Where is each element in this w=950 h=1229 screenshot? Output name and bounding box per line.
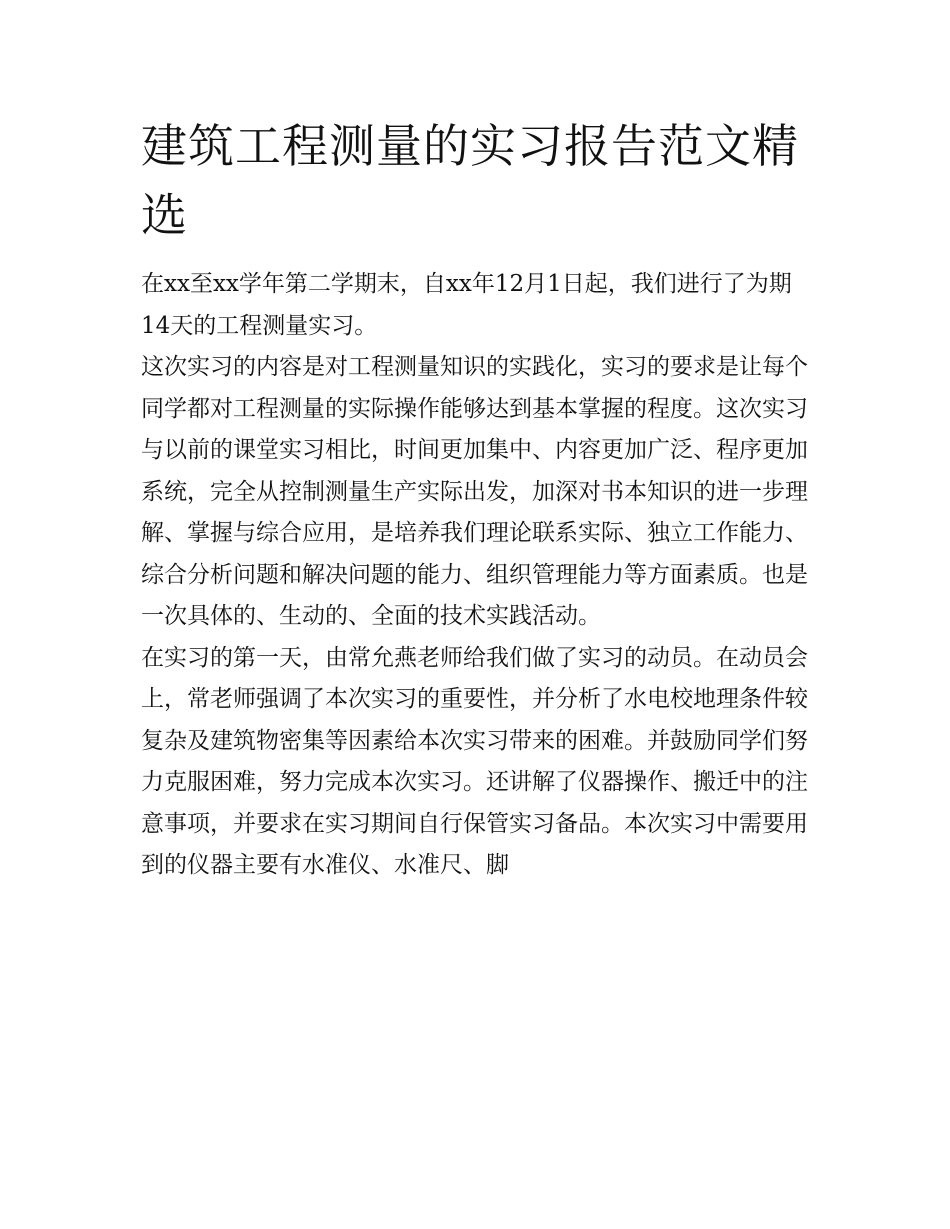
document-title: 建筑工程测量的实习报告范文精选: [141, 119, 799, 242]
document-page: [141, 112, 813, 887]
document-body: [141, 264, 813, 887]
paragraph-2: 这次实习的内容是对工程测量知识的实践化，实习的要求是让每个同学都对工程测量的实际操作能够达到基本掌握的程度。这次实习与以前的课堂实习相比，时间更加集中、内容更加广泛、程序更加系统，完全从控制测量生产实际出发，加深对书本知识的进一步理解、掌握与综合应用，是培养我们理论联系实际、独立工作能力、综合分析问题和解决问题的能力、组织管理能力等方面素质。也是一次具体的、生动的、全面的技术实践活动。: [141, 354, 808, 629]
paragraph-3: 在实习的第一天，由常允燕老师给我们做了实习的动员。在动员会上，常老师强调了本次实习的重要性，并分析了水电校地理条件较复杂及建筑物密集等因素给本次实习带来的困难。并鼓励同学们努力克服困难，努力完成本次实习。还讲解了仪器操作、搬迁中的注意事项，并要求在实习期间自行保管实习备品。本次实习中需要用到的仪器主要有水准仪、水准尺、脚: [141, 644, 808, 878]
paragraph-1: 在xx至xx学年第二学期末，自xx年12月1日起，我们进行了为期14天的工程测量实习。: [141, 271, 792, 339]
